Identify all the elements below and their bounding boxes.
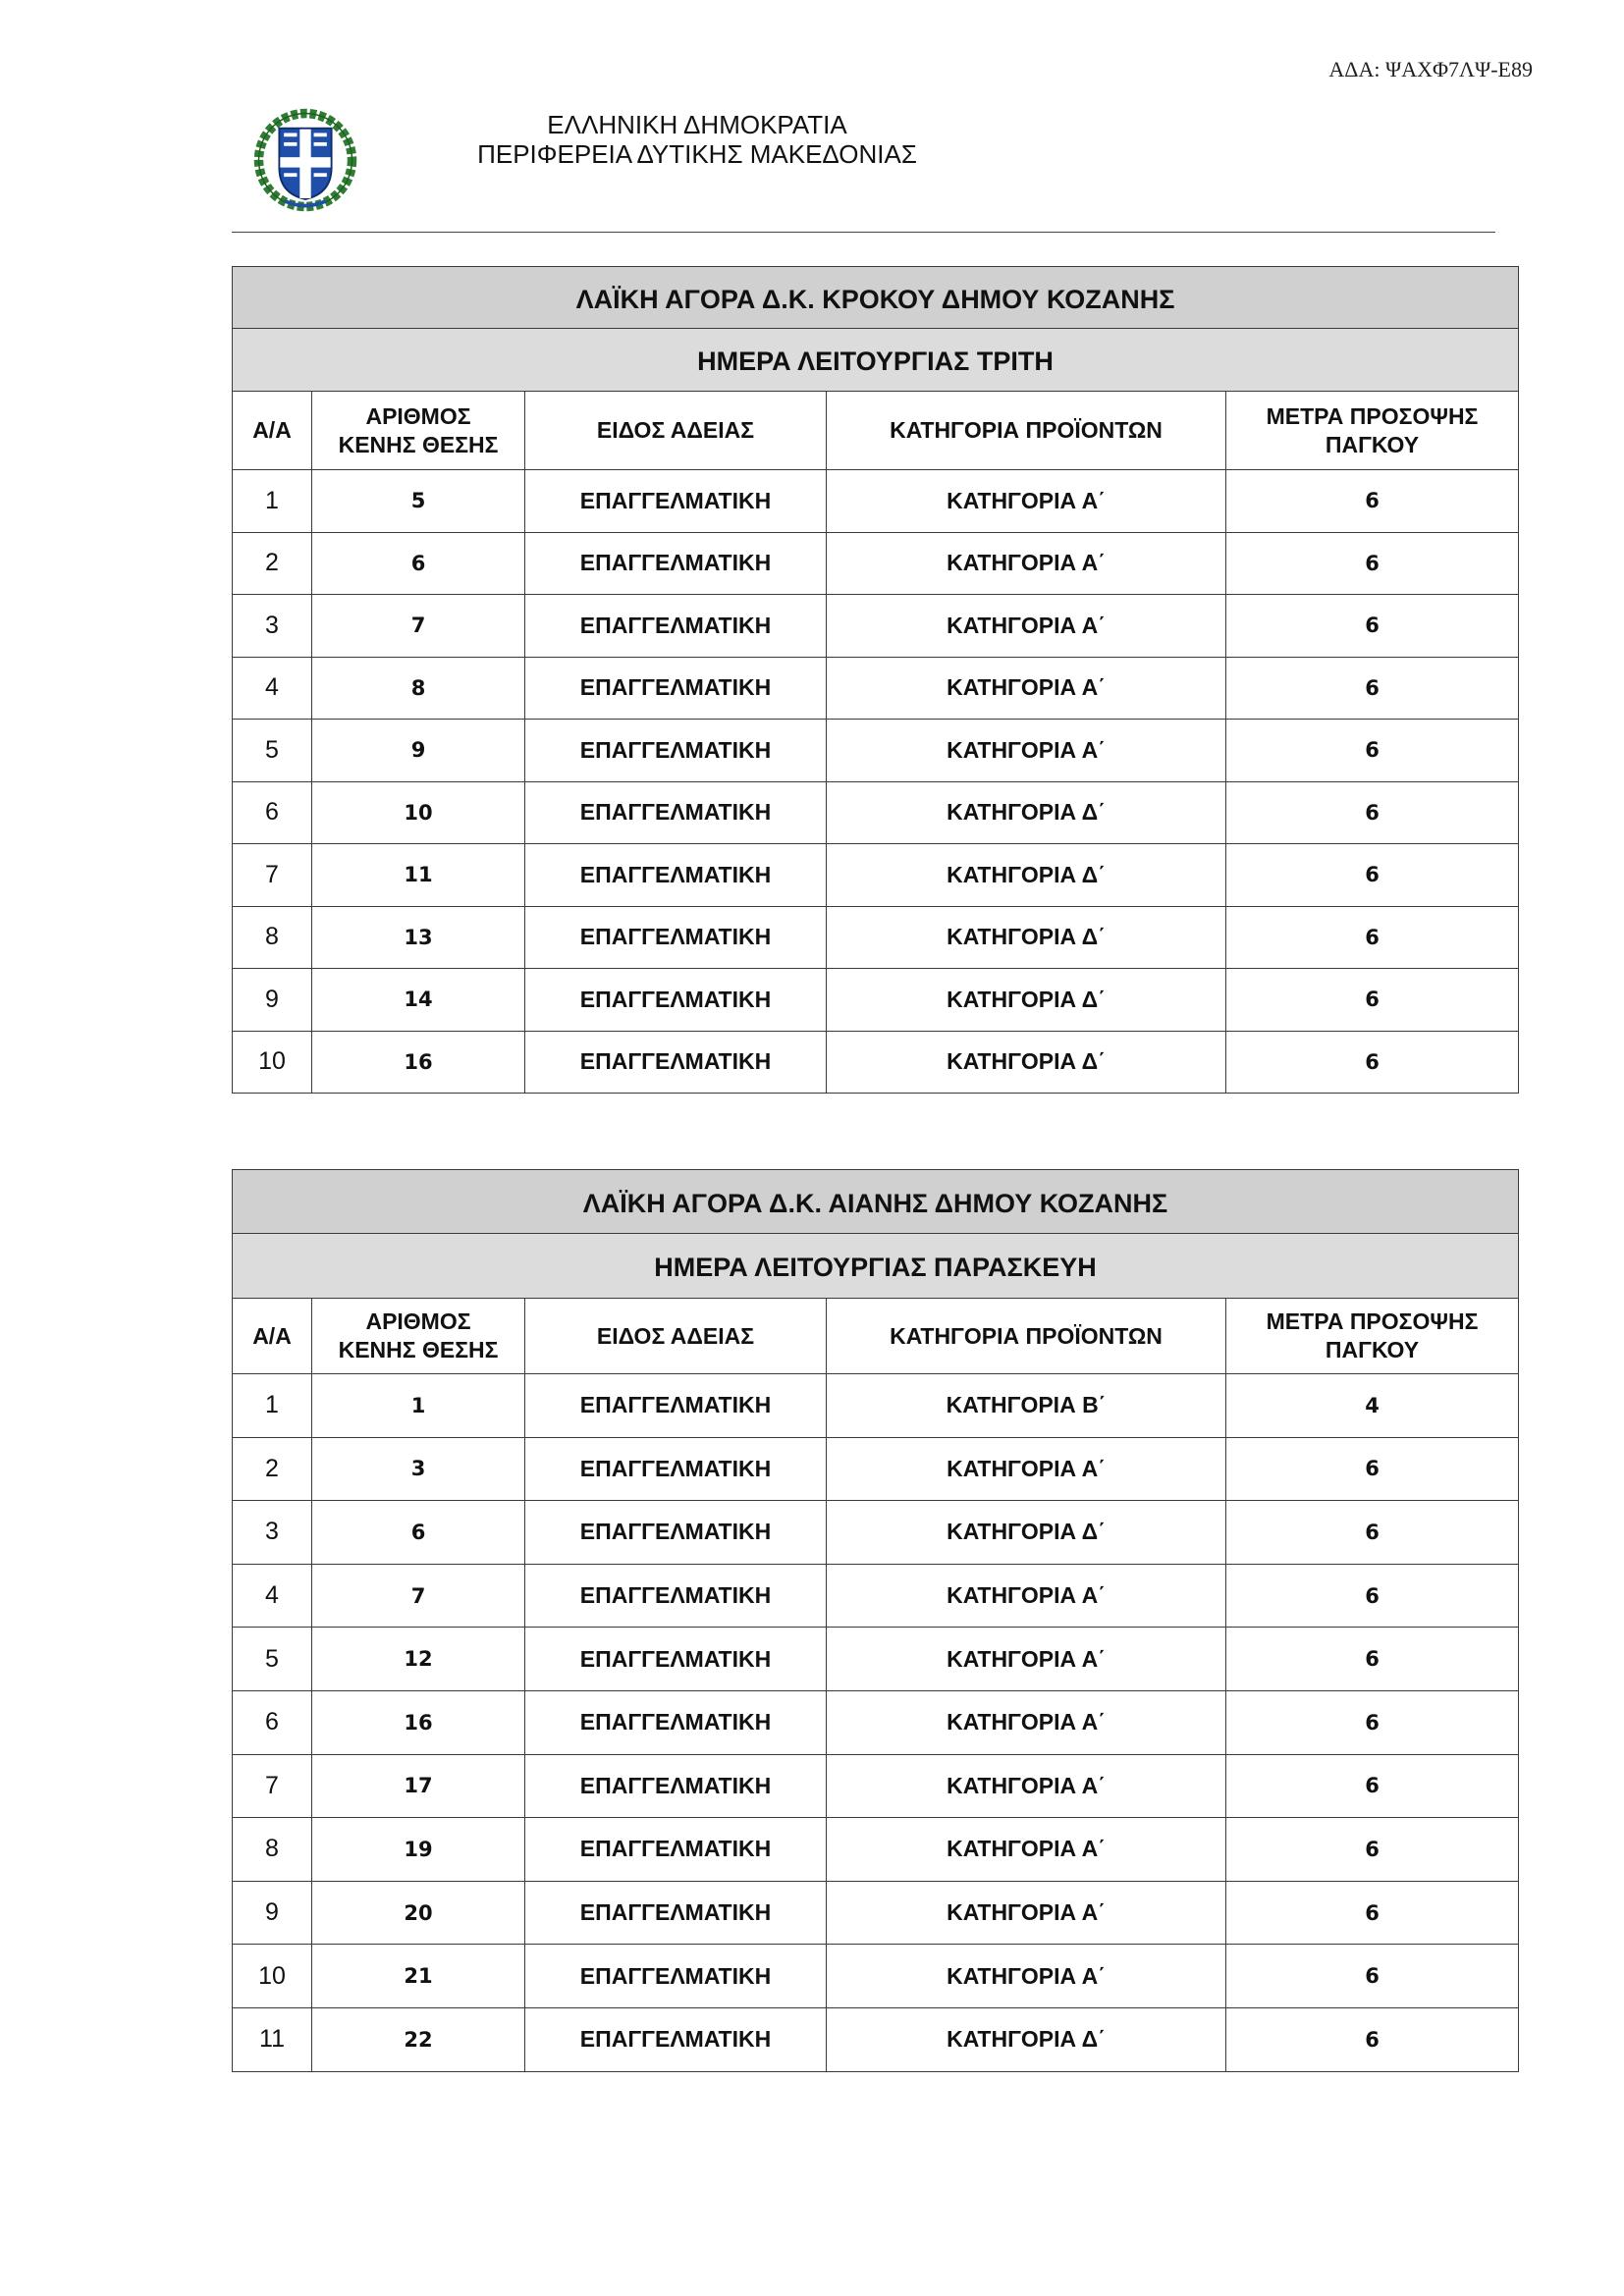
column-header-aa: Α/Α [233, 1299, 312, 1374]
cell-aa: 3 [233, 595, 312, 658]
cell-category: ΚΑΤΗΓΟΡΙΑ Δ΄ [827, 2007, 1226, 2071]
cell-frontage: 6 [1226, 470, 1519, 533]
cell-vacancy: 14 [312, 969, 525, 1032]
cell-category: ΚΑΤΗΓΟΡΙΑ Α΄ [827, 1881, 1226, 1945]
cell-frontage: 6 [1226, 657, 1519, 720]
cell-vacancy: 6 [312, 1501, 525, 1565]
cell-vacancy: 16 [312, 1690, 525, 1754]
cell-category: ΚΑΤΗΓΟΡΙΑ Α΄ [827, 470, 1226, 533]
cell-frontage: 4 [1226, 1374, 1519, 1438]
cell-license: ΕΠΑΓΓΕΛΜΑΤΙΚΗ [525, 2007, 827, 2071]
table-row [233, 1881, 1519, 1945]
cell-license: ΕΠΑΓΓΕΛΜΑΤΙΚΗ [525, 1945, 827, 2008]
table-row [233, 906, 1519, 969]
cell-vacancy: 17 [312, 1754, 525, 1818]
column-header-frontage: ΜΕΤΡΑ ΠΡΟΣΟΨΗΣ ΠΑΓΚΟΥ [1226, 392, 1519, 470]
cell-aa: 11 [233, 2007, 312, 2071]
table-row [233, 2007, 1519, 2071]
cell-vacancy: 8 [312, 657, 525, 720]
table-row [233, 1564, 1519, 1628]
cell-vacancy: 1 [312, 1374, 525, 1438]
column-header-vacancy: ΑΡΙΘΜΟΣ ΚΕΝΗΣ ΘΕΣΗΣ [312, 392, 525, 470]
cell-frontage: 6 [1226, 1754, 1519, 1818]
column-header-row [233, 392, 1519, 470]
cell-license: ΕΠΑΓΓΕΛΜΑΤΙΚΗ [525, 595, 827, 658]
cell-category: ΚΑΤΗΓΟΡΙΑ Δ΄ [827, 1031, 1226, 1094]
cell-aa: 8 [233, 1818, 312, 1882]
table-row [233, 720, 1519, 782]
cell-frontage: 6 [1226, 720, 1519, 782]
ada-code: ΑΔΑ: ΨΑΧΦ7ΛΨ-Ε89 [1328, 57, 1533, 81]
table-row [233, 1945, 1519, 2008]
table-row [233, 1031, 1519, 1094]
cell-category: ΚΑΤΗΓΟΡΙΑ Δ΄ [827, 1501, 1226, 1565]
cell-license: ΕΠΑΓΓΕΛΜΑΤΙΚΗ [525, 906, 827, 969]
cell-vacancy: 12 [312, 1628, 525, 1691]
cell-aa: 10 [233, 1031, 312, 1094]
cell-category: ΚΑΤΗΓΟΡΙΑ Α΄ [827, 532, 1226, 595]
column-header-row [233, 1299, 1519, 1374]
cell-aa: 3 [233, 1501, 312, 1565]
market-table-2 [232, 1169, 1519, 2072]
cell-frontage: 6 [1226, 1945, 1519, 2008]
cell-license: ΕΠΑΓΓΕΛΜΑΤΙΚΗ [525, 532, 827, 595]
cell-vacancy: 19 [312, 1818, 525, 1882]
cell-license: ΕΠΑΓΓΕΛΜΑΤΙΚΗ [525, 1374, 827, 1438]
cell-category: ΚΑΤΗΓΟΡΙΑ Δ΄ [827, 969, 1226, 1032]
cell-aa: 2 [233, 532, 312, 595]
cell-vacancy: 20 [312, 1881, 525, 1945]
cell-aa: 9 [233, 1881, 312, 1945]
cell-aa: 7 [233, 1754, 312, 1818]
table-row [233, 595, 1519, 658]
cell-vacancy: 7 [312, 595, 525, 658]
column-header-category: ΚΑΤΗΓΟΡΙΑ ΠΡΟΪΟΝΤΩΝ [827, 392, 1226, 470]
cell-frontage: 6 [1226, 1564, 1519, 1628]
cell-license: ΕΠΑΓΓΕΛΜΑΤΙΚΗ [525, 470, 827, 533]
cell-frontage: 6 [1226, 906, 1519, 969]
table-row [233, 1501, 1519, 1565]
cell-vacancy: 5 [312, 470, 525, 533]
cell-license: ΕΠΑΓΓΕΛΜΑΤΙΚΗ [525, 1818, 827, 1882]
table-row [233, 1690, 1519, 1754]
cell-aa: 10 [233, 1945, 312, 2008]
table-body [233, 1374, 1519, 2072]
cell-frontage: 6 [1226, 2007, 1519, 2071]
table-row [233, 969, 1519, 1032]
cell-category: ΚΑΤΗΓΟΡΙΑ Δ΄ [827, 906, 1226, 969]
cell-aa: 8 [233, 906, 312, 969]
table-subtitle: ΗΜΕΡΑ ΛΕΙΤΟΥΡΓΙΑΣ ΠΑΡΑΣΚΕΥΗ [233, 1234, 1519, 1299]
cell-frontage: 6 [1226, 595, 1519, 658]
cell-category: ΚΑΤΗΓΟΡΙΑ Α΄ [827, 657, 1226, 720]
table-row [233, 1754, 1519, 1818]
header-divider [232, 232, 1495, 233]
cell-category: ΚΑΤΗΓΟΡΙΑ Β΄ [827, 1374, 1226, 1438]
table-body [233, 470, 1519, 1094]
column-header-license: ΕΙΔΟΣ ΑΔΕΙΑΣ [525, 1299, 827, 1374]
cell-aa: 7 [233, 844, 312, 907]
cell-vacancy: 21 [312, 1945, 525, 2008]
market-table-1 [232, 266, 1519, 1094]
cell-license: ΕΠΑΓΓΕΛΜΑΤΙΚΗ [525, 657, 827, 720]
column-header-vacancy: ΑΡΙΘΜΟΣ ΚΕΝΗΣ ΘΕΣΗΣ [312, 1299, 525, 1374]
cell-aa: 5 [233, 1628, 312, 1691]
organization-header [422, 110, 972, 169]
cell-vacancy: 22 [312, 2007, 525, 2071]
cell-aa: 6 [233, 781, 312, 844]
cell-license: ΕΠΑΓΓΕΛΜΑΤΙΚΗ [525, 720, 827, 782]
cell-vacancy: 11 [312, 844, 525, 907]
table-title: ΛΑΪΚΗ ΑΓΟΡΑ Δ.Κ. ΑΙΑΝΗΣ ΔΗΜΟΥ ΚΟΖΑΝΗΣ [233, 1170, 1519, 1234]
cell-frontage: 6 [1226, 1818, 1519, 1882]
cell-frontage: 6 [1226, 1031, 1519, 1094]
table-subtitle-row [233, 329, 1519, 392]
cell-vacancy: 16 [312, 1031, 525, 1094]
cell-license: ΕΠΑΓΓΕΛΜΑΤΙΚΗ [525, 1501, 827, 1565]
cell-vacancy: 6 [312, 532, 525, 595]
cell-aa: 2 [233, 1437, 312, 1501]
cell-vacancy: 13 [312, 906, 525, 969]
cell-license: ΕΠΑΓΓΕΛΜΑΤΙΚΗ [525, 844, 827, 907]
cell-category: ΚΑΤΗΓΟΡΙΑ Α΄ [827, 1945, 1226, 2008]
cell-license: ΕΠΑΓΓΕΛΜΑΤΙΚΗ [525, 1031, 827, 1094]
table-row [233, 1818, 1519, 1882]
cell-license: ΕΠΑΓΓΕΛΜΑΤΙΚΗ [525, 781, 827, 844]
cell-category: ΚΑΤΗΓΟΡΙΑ Α΄ [827, 1437, 1226, 1501]
cell-vacancy: 3 [312, 1437, 525, 1501]
cell-aa: 6 [233, 1690, 312, 1754]
table-row [233, 1628, 1519, 1691]
cell-frontage: 6 [1226, 532, 1519, 595]
cell-frontage: 6 [1226, 781, 1519, 844]
cell-aa: 9 [233, 969, 312, 1032]
table-title-row [233, 267, 1519, 329]
table-subtitle-row [233, 1234, 1519, 1299]
cell-vacancy: 7 [312, 1564, 525, 1628]
cell-frontage: 6 [1226, 1437, 1519, 1501]
cell-frontage: 6 [1226, 844, 1519, 907]
org-line-1: ΕΛΛΗΝΙΚΗ ΔΗΜΟΚΡΑΤΙΑ [547, 110, 847, 139]
table-row [233, 844, 1519, 907]
cell-license: ΕΠΑΓΓΕΛΜΑΤΙΚΗ [525, 1881, 827, 1945]
table-row [233, 1374, 1519, 1438]
coat-of-arms-icon [249, 104, 361, 216]
cell-license: ΕΠΑΓΓΕΛΜΑΤΙΚΗ [525, 1437, 827, 1501]
cell-category: ΚΑΤΗΓΟΡΙΑ Α΄ [827, 595, 1226, 658]
column-header-frontage: ΜΕΤΡΑ ΠΡΟΣΟΨΗΣ ΠΑΓΚΟΥ [1226, 1299, 1519, 1374]
cell-vacancy: 9 [312, 720, 525, 782]
column-header-category: ΚΑΤΗΓΟΡΙΑ ΠΡΟΪΟΝΤΩΝ [827, 1299, 1226, 1374]
cell-aa: 4 [233, 1564, 312, 1628]
cell-license: ΕΠΑΓΓΕΛΜΑΤΙΚΗ [525, 969, 827, 1032]
column-header-aa: Α/Α [233, 392, 312, 470]
cell-category: ΚΑΤΗΓΟΡΙΑ Α΄ [827, 1690, 1226, 1754]
cell-frontage: 6 [1226, 1628, 1519, 1691]
table-row [233, 532, 1519, 595]
cell-license: ΕΠΑΓΓΕΛΜΑΤΙΚΗ [525, 1754, 827, 1818]
cell-license: ΕΠΑΓΓΕΛΜΑΤΙΚΗ [525, 1564, 827, 1628]
cell-category: ΚΑΤΗΓΟΡΙΑ Α΄ [827, 1564, 1226, 1628]
column-header-license: ΕΙΔΟΣ ΑΔΕΙΑΣ [525, 392, 827, 470]
cell-category: ΚΑΤΗΓΟΡΙΑ Α΄ [827, 1754, 1226, 1818]
cell-aa: 1 [233, 470, 312, 533]
cell-frontage: 6 [1226, 1881, 1519, 1945]
cell-frontage: 6 [1226, 969, 1519, 1032]
table-row [233, 1437, 1519, 1501]
table-row [233, 470, 1519, 533]
cell-aa: 1 [233, 1374, 312, 1438]
table-title-row [233, 1170, 1519, 1234]
cell-category: ΚΑΤΗΓΟΡΙΑ Α΄ [827, 720, 1226, 782]
cell-vacancy: 10 [312, 781, 525, 844]
table-row [233, 657, 1519, 720]
cell-category: ΚΑΤΗΓΟΡΙΑ Δ΄ [827, 781, 1226, 844]
cell-frontage: 6 [1226, 1690, 1519, 1754]
cell-category: ΚΑΤΗΓΟΡΙΑ Δ΄ [827, 844, 1226, 907]
cell-aa: 5 [233, 720, 312, 782]
cell-license: ΕΠΑΓΓΕΛΜΑΤΙΚΗ [525, 1690, 827, 1754]
table-title: ΛΑΪΚΗ ΑΓΟΡΑ Δ.Κ. ΚΡΟΚΟΥ ΔΗΜΟΥ ΚΟΖΑΝΗΣ [233, 267, 1519, 329]
org-line-2: ΠΕΡΙΦΕΡΕΙΑ ΔΥΤΙΚΗΣ ΜΑΚΕΔΟΝΙΑΣ [477, 139, 917, 169]
table-row [233, 781, 1519, 844]
cell-category: ΚΑΤΗΓΟΡΙΑ Α΄ [827, 1628, 1226, 1691]
cell-frontage: 6 [1226, 1501, 1519, 1565]
cell-license: ΕΠΑΓΓΕΛΜΑΤΙΚΗ [525, 1628, 827, 1691]
cell-category: ΚΑΤΗΓΟΡΙΑ Α΄ [827, 1818, 1226, 1882]
cell-aa: 4 [233, 657, 312, 720]
table-subtitle: ΗΜΕΡΑ ΛΕΙΤΟΥΡΓΙΑΣ ΤΡΙΤΗ [233, 329, 1519, 392]
